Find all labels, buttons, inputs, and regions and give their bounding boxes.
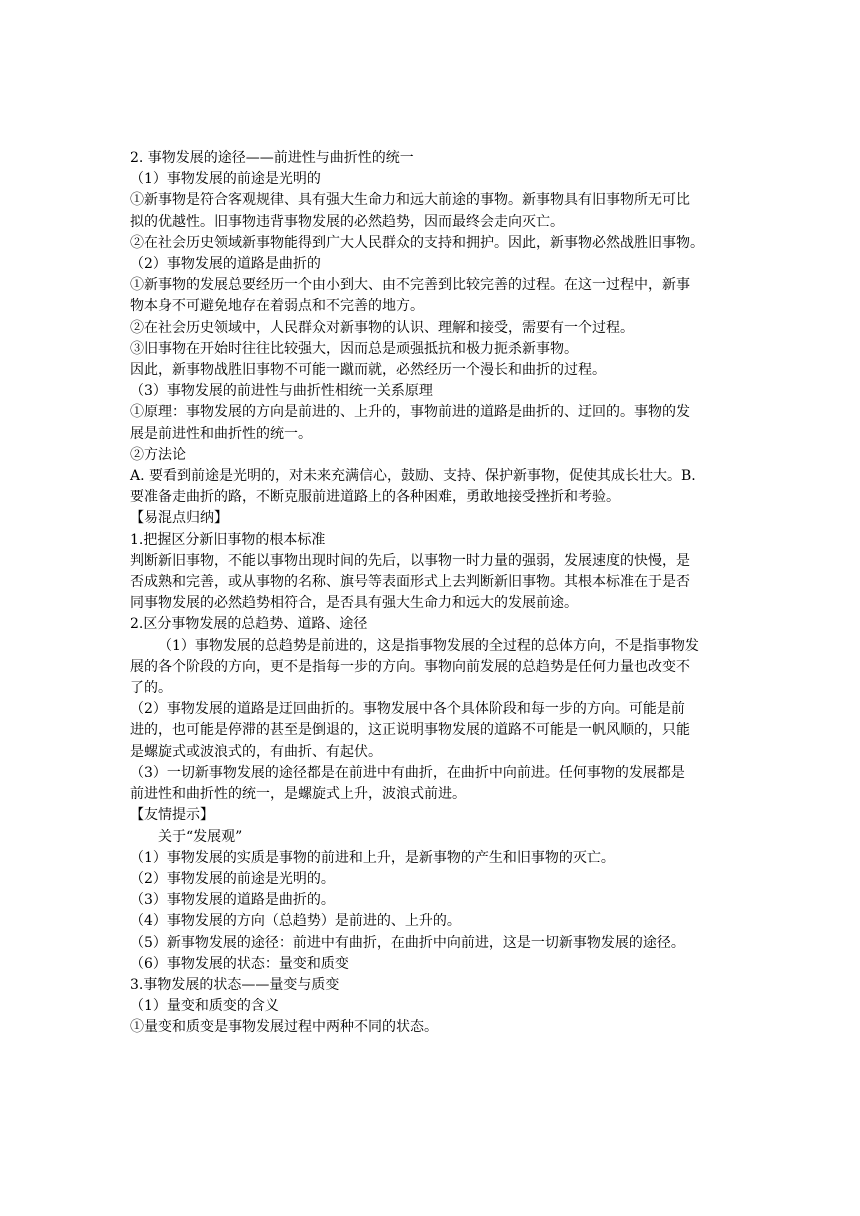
text-line: ③旧事物在开始时往往比较强大，因而总是顽强抵抗和极力扼杀新事物。 [130, 340, 578, 357]
text-line: （2）事物发展的道路是曲折的 [130, 256, 321, 273]
text-line: A. 要看到前途是光明的，对未来充满信心，鼓励、支持、保护新事物，促使其成长壮大。B. [130, 468, 696, 485]
text-line: 展是前进性和曲折性的统一。 [130, 425, 312, 442]
text-line: 否成熟和完善，或从事物的名称、旗号等表面形式上去判断新旧事物。其根本标准在于是否 [130, 574, 690, 591]
text-line: 2.区分事物发展的总趋势、道路、途径 [130, 616, 368, 633]
text-line: 判断新旧事物，不能以事物出现时间的先后，以事物一时力量的强弱，发展速度的快慢，是 [130, 552, 690, 569]
text-line: （3）事物发展的前进性与曲折性相统一关系原理 [130, 383, 433, 400]
text-line: 2. 事物发展的途径——前进性与曲折性的统一 [130, 150, 414, 166]
text-line: 拟的优越性。旧事物违背事物发展的必然趋势，因而最终会走向灭亡。 [130, 213, 564, 230]
text-line: （4）事物发展的方向（总趋势）是前进的、上升的。 [130, 913, 461, 930]
text-line: ②方法论 [130, 446, 186, 463]
text-line: （6）事物发展的状态：量变和质变 [130, 955, 349, 972]
text-line: （3）事物发展的道路是曲折的。 [130, 892, 335, 909]
text-line: 展的各个阶段的方向，更不是指每一步的方向。事物向前发展的总趋势是任何力量也改变不 [130, 658, 690, 675]
text-line: （2）事物发展的道路是迂回曲折的。事物发展中各个具体阶段和每一步的方向。可能是前 [130, 701, 685, 718]
text-line: 同事物发展的必然趋势相符合，是否具有强大生命力和远大的发展前途。 [130, 595, 578, 612]
text-line: （1）事物发展的前途是光明的 [130, 171, 321, 188]
text-line: ①新事物的发展总要经历一个由小到大、由不完善到比较完善的过程。在这一过程中，新事 [130, 277, 690, 294]
text-line: （5）新事物发展的途径：前进中有曲折，在曲折中向前进，这是一切新事物发展的途径。 [130, 934, 685, 951]
text-line: 要准备走曲折的路，不断克服前进道路上的各种困难，勇敢地接受挫折和考验。 [130, 489, 620, 506]
text-line: ②在社会历史领域新事物能得到广大人民群众的支持和拥护。因此，新事物必然战胜旧事物。 [130, 234, 704, 251]
text-line: 了的。 [130, 680, 172, 697]
text-line: （1）量变和质变的含义 [130, 998, 279, 1015]
text-line: （1）事物发展的实质是事物的前进和上升，是新事物的产生和旧事物的灭亡。 [130, 849, 615, 866]
text-line: 【友情提示】 [130, 807, 214, 824]
document-page [130, 148, 734, 1039]
text-line: 是螺旋式或波浪式的，有曲折、有起伏。 [130, 743, 382, 760]
text-line: 关于“发展观” [158, 828, 243, 845]
text-line: （1）事物发展的总趋势是前进的，这是指事物发展的全过程的总体方向，不是指事物发 [158, 637, 699, 654]
text-line: ①原理：事物发展的方向是前进的、上升的，事物前进的道路是曲折的、迂回的。事物的发 [130, 404, 690, 421]
text-line: （2）事物发展的前途是光明的。 [130, 870, 335, 887]
text-line: 因此，新事物战胜旧事物不可能一蹴而就，必然经历一个漫长和曲折的过程。 [130, 362, 606, 379]
text-line: 物本身不可避免地存在着弱点和不完善的地方。 [130, 298, 424, 315]
text-line: 1.把握区分新旧事物的根本标准 [130, 531, 326, 548]
text-line: （3）一切新事物发展的途径都是在前进中有曲折，在曲折中向前进。任何事物的发展都是 [130, 764, 685, 781]
text-line: 进的，也可能是停滞的甚至是倒退的，这正说明事物发展的道路不可能是一帆风顺的，只能 [130, 722, 690, 739]
text-line: ①新事物是符合客观规律、具有强大生命力和远大前途的事物。新事物具有旧事物所无可比 [130, 192, 690, 209]
text-line: 【易混点归纳】 [130, 510, 228, 527]
text-line: ②在社会历史领域中，人民群众对新事物的认识、理解和接受，需要有一个过程。 [130, 319, 634, 336]
text-line: ①量变和质变是事物发展过程中两种不同的状态。 [130, 1019, 438, 1036]
text-line: 3.事物发展的状态——量变与质变 [130, 976, 340, 993]
text-line: 前进性和曲折性的统一，是螺旋式上升，波浪式前进。 [130, 786, 466, 803]
